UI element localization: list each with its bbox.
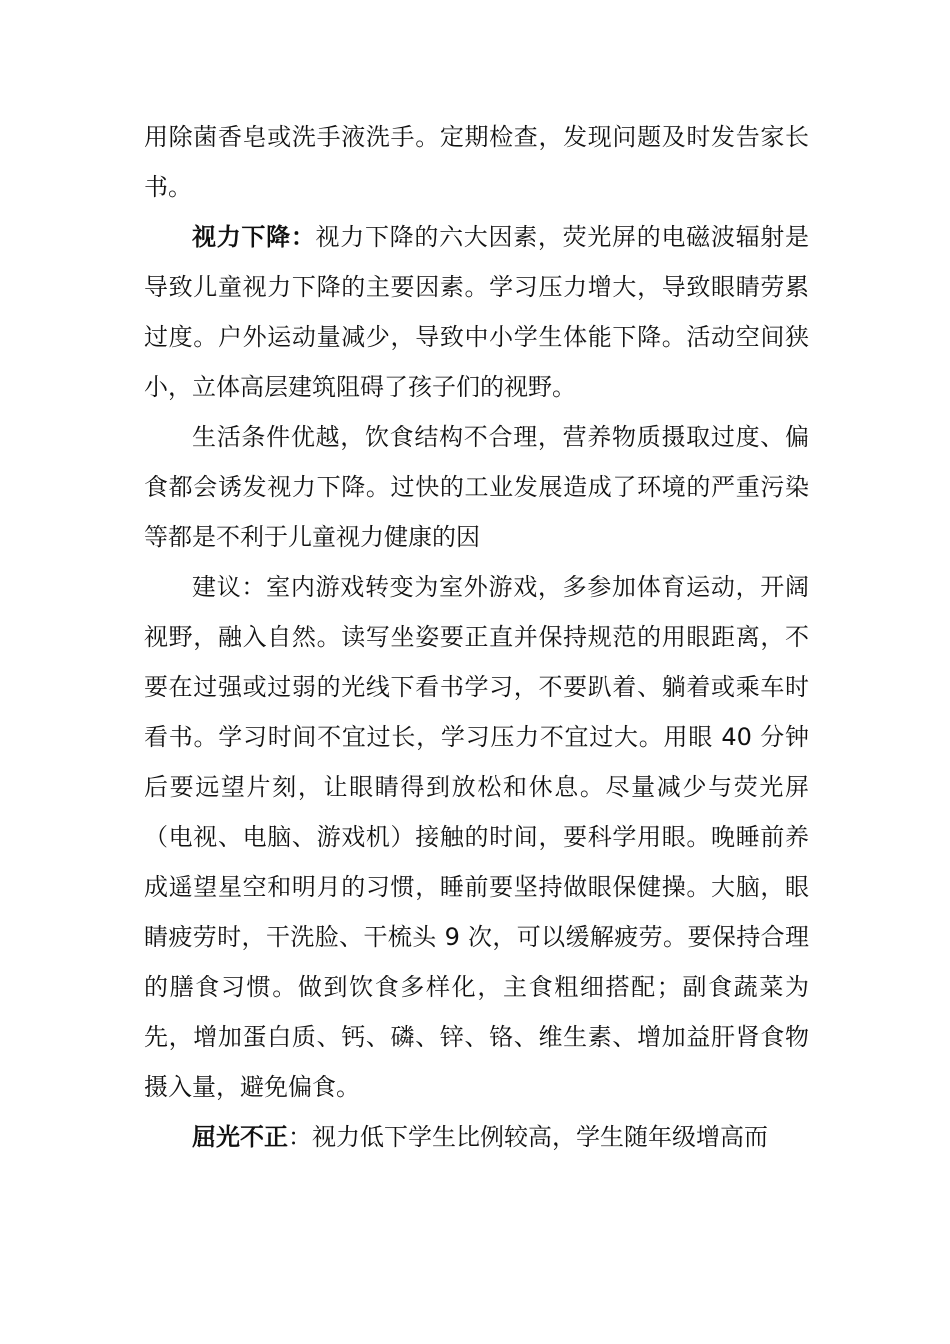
paragraph-heading: 视力下降： <box>192 223 316 251</box>
paragraph-refractive-error <box>144 1112 809 1162</box>
paragraph-text: 视力下降的六大因素，荧光屏的电磁波辐射是导致儿童视力下降的主要因素。学习压力增大，导致眼睛劳累过度。户外运动量减少，导致中小学生体能下降。活动空间狭小，立体高层建筑阻碍了孩子们的视野。 <box>144 223 810 401</box>
paragraph-living-conditions <box>144 412 809 562</box>
paragraph-text: 用除菌香皂或洗手液洗手。定期检查，发现问题及时发告家长书。 <box>144 123 809 201</box>
paragraph-text: 建议：室内游戏转变为室外游戏，多参加体育运动，开阔视野，融入自然。读写坐姿要正直并保持规范的用眼距离，不要在过强或过弱的光线下看书学习，不要趴着、躺着或乘车时看书。学习时间不宜过长，学习压力不宜过大。用眼 40 分钟后要远望片刻，让眼睛得到放松和休息。尽量减少与荧光屏（电视、电脑、游戏机）接触的时间，要科学用眼。晚睡前养成遥望星空和明月的习惯，睡前要坚持做眼保健操。大脑，眼睛疲劳时，干洗脸、干梳头 9 次，可以缓解疲劳。要保持合理的膳食习惯。做到饮食多样化，主食粗细搭配；副食蔬菜为先，增加蛋白质、钙、磷、锌、铬、维生素、增加益肝肾食物摄入量，避免偏食。 <box>144 573 809 1101</box>
paragraph-text: 生活条件优越，饮食结构不合理，营养物质摄取过度、偏食都会诱发视力下降。过快的工业发展造成了环境的严重污染等都是不利于儿童视力健康的因 <box>144 423 809 551</box>
paragraph-text: ：视力低下学生比例较高，学生随年级增高而 <box>288 1123 768 1151</box>
paragraph-suggestions <box>144 562 809 1112</box>
document-page <box>144 112 809 1162</box>
paragraph-vision-decline <box>144 212 809 412</box>
paragraph-heading: 屈光不正 <box>192 1123 288 1151</box>
paragraph-handwashing <box>144 112 809 212</box>
